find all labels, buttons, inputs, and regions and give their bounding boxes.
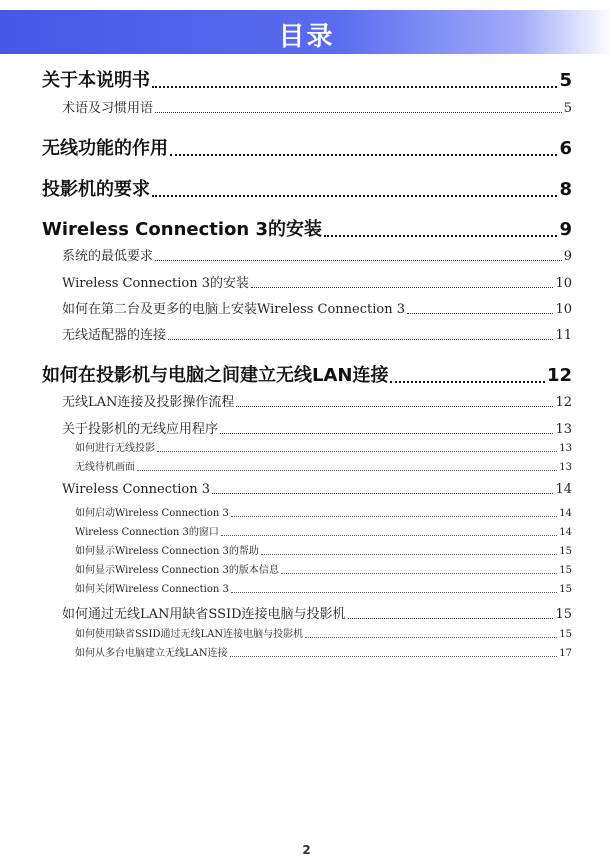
toc-entry-title: 无线待机画面	[75, 462, 135, 473]
toc-dot-leader	[281, 573, 557, 574]
toc-dot-leader	[137, 470, 557, 471]
toc-page-number: 14	[555, 482, 572, 497]
toc-entry-title: 如何使用缺省SSID通过无线LAN连接电脑与投影机	[75, 629, 304, 640]
toc-entry-level-3[interactable]	[75, 504, 572, 519]
toc-entry-title: Wireless Connection 3的窗口	[75, 527, 219, 538]
toc-entry-level-2[interactable]	[62, 324, 572, 343]
toc-entry-title: 如何显示Wireless Connection 3的版本信息	[75, 565, 279, 576]
toc-entry-title: 投影机的要求	[42, 179, 150, 200]
toc-dot-leader	[324, 235, 557, 237]
toc-page-number: 8	[559, 179, 572, 200]
toc-dot-leader	[230, 656, 558, 657]
toc-page-number: 12	[555, 395, 572, 410]
toc-entry-level-2[interactable]	[62, 482, 572, 497]
toc-dot-leader	[261, 554, 557, 555]
toc-entry-level-2[interactable]	[62, 603, 572, 622]
toc-entry-level-2[interactable]	[62, 272, 572, 291]
toc-page-number: 10	[555, 302, 572, 317]
toc-entry-level-3[interactable]	[75, 561, 572, 576]
toc-entry-title: Wireless Connection 3的安装	[62, 276, 250, 291]
toc-page-number: 14	[559, 527, 572, 538]
toc-dot-leader	[231, 592, 557, 593]
toc-entry-title: 如何通过无线LAN用缺省SSID连接电脑与投影机	[62, 607, 346, 622]
toc-page-number: 15	[555, 607, 572, 622]
toc-entry-title: 系统的最低要求	[62, 249, 154, 264]
toc-header-bar	[0, 10, 613, 54]
toc-page-number: 13	[559, 462, 572, 473]
toc-entry-title: 如何从多台电脑建立无线LAN连接	[75, 648, 228, 659]
toc-entry-title: 关于投影机的无线应用程序	[62, 422, 219, 437]
toc-entry-level-3[interactable]	[75, 625, 572, 640]
toc-dot-leader	[231, 516, 557, 517]
toc-entry-level-2[interactable]	[62, 245, 572, 264]
toc-entry-level-3[interactable]	[75, 580, 572, 595]
toc-entry-level-3[interactable]	[75, 458, 572, 473]
toc-page-number: 11	[555, 328, 572, 343]
toc-title: 目录	[278, 22, 335, 52]
toc-entry-level-2[interactable]	[62, 97, 572, 116]
toc-dot-leader	[220, 433, 553, 434]
toc-page-number: 15	[559, 546, 572, 557]
toc-entry-level-3[interactable]	[75, 439, 572, 454]
toc-dot-leader	[152, 86, 557, 88]
toc-dot-leader	[157, 451, 557, 452]
toc-dot-leader	[390, 381, 544, 383]
toc-entry-level-1[interactable]	[42, 361, 572, 387]
toc-page-number: 10	[555, 276, 572, 291]
toc-entry-level-1[interactable]	[42, 134, 572, 160]
toc-page-number: 5	[563, 101, 572, 116]
toc-page-number: 9	[559, 219, 572, 240]
toc-entry-level-3[interactable]	[75, 644, 572, 659]
toc-dot-leader	[152, 195, 557, 197]
toc-entry-title: Wireless Connection 3	[62, 482, 211, 497]
toc-dot-leader	[407, 313, 553, 314]
toc-dot-leader	[212, 493, 553, 494]
toc-dot-leader	[155, 260, 562, 261]
toc-dot-leader	[155, 112, 562, 113]
toc-page-number: 6	[559, 138, 572, 159]
toc-entry-title: 无线适配器的连接	[62, 328, 167, 343]
toc-page-number: 17	[559, 648, 572, 659]
toc-page-number: 5	[559, 70, 572, 91]
toc-dot-leader	[348, 618, 554, 619]
toc-page-number: 12	[546, 365, 572, 386]
toc-dot-leader	[168, 339, 553, 340]
toc-entry-level-1[interactable]	[42, 66, 572, 92]
toc-entry-level-2[interactable]	[62, 298, 572, 317]
toc-entry-title: 无线LAN连接及投影操作流程	[62, 395, 235, 410]
toc-entry-level-2[interactable]	[62, 391, 572, 410]
toc-entry-title: 术语及习惯用语	[62, 101, 154, 116]
toc-dot-leader	[170, 154, 557, 156]
toc-page-number: 14	[559, 508, 572, 519]
toc-entry-title: 如何关闭Wireless Connection 3	[75, 584, 229, 595]
toc-page-number: 15	[559, 629, 572, 640]
toc-entry-title: 如何在第二台及更多的电脑上安装Wireless Connection 3	[62, 302, 406, 317]
toc-dot-leader	[251, 287, 553, 288]
toc-dot-leader	[305, 637, 557, 638]
toc-page-number: 9	[563, 249, 572, 264]
toc-dot-leader	[221, 535, 557, 536]
toc-entry-title: 如何进行无线投影	[75, 443, 155, 454]
toc-entry-title: 如何显示Wireless Connection 3的帮助	[75, 546, 259, 557]
toc-entry-level-1[interactable]	[42, 215, 572, 241]
toc-entry-title: Wireless Connection 3的安装	[42, 219, 323, 240]
toc-entry-level-3[interactable]	[75, 523, 572, 538]
toc-page-number: 15	[559, 584, 572, 595]
toc-entry-title: 如何在投影机与电脑之间建立无线LAN连接	[42, 365, 389, 386]
toc-dot-leader	[236, 406, 553, 407]
toc-page-number: 13	[559, 443, 572, 454]
toc-entry-title: 如何启动Wireless Connection 3	[75, 508, 229, 519]
toc-entry-level-2[interactable]	[62, 418, 572, 437]
toc-entry-title: 无线功能的作用	[42, 138, 168, 159]
toc-page-number: 13	[555, 422, 572, 437]
toc-entry-title: 关于本说明书	[42, 70, 150, 91]
toc-page-number: 15	[559, 565, 572, 576]
toc-entry-level-3[interactable]	[75, 542, 572, 557]
toc-entry-level-1[interactable]	[42, 175, 572, 201]
page-number: 2	[302, 843, 311, 857]
